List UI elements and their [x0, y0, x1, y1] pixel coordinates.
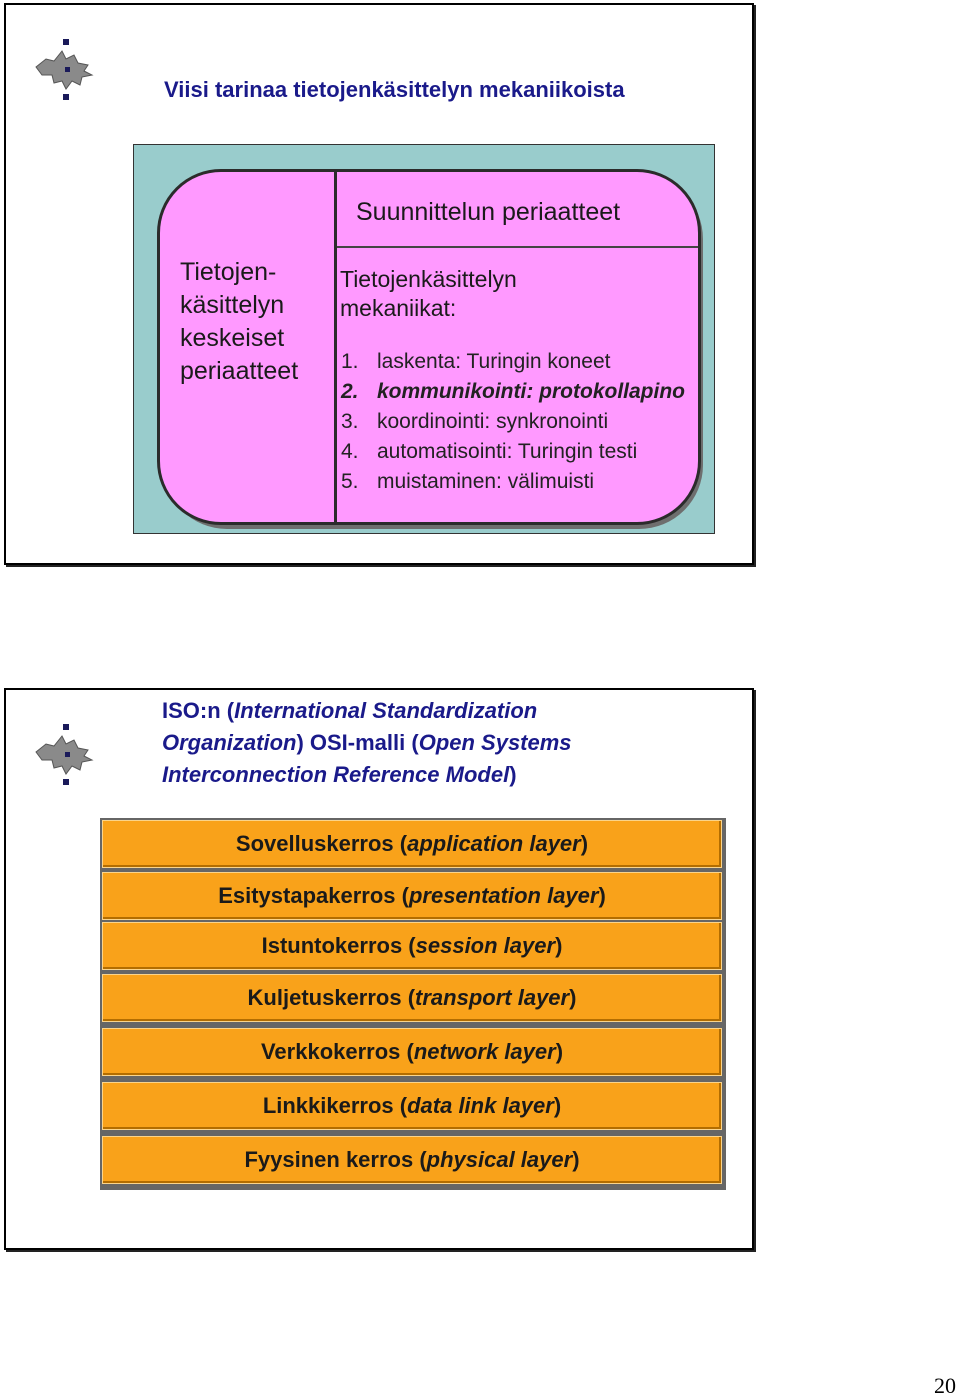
item-number: 5.: [341, 470, 359, 493]
layer-application: [102, 820, 722, 868]
paren: ): [580, 831, 589, 856]
paren: ): [572, 1147, 580, 1172]
title-part: ): [509, 762, 517, 787]
layer-name: Istuntokerros (: [261, 933, 416, 958]
design-principles-heading: Suunnittelun periaatteet: [356, 198, 621, 226]
layer-presentation: [102, 872, 722, 920]
layer-name: Fyysinen kerros (: [244, 1147, 427, 1172]
teal-panel: [133, 144, 715, 534]
slide-mechanics: [4, 3, 754, 565]
layer-network: [102, 1028, 722, 1076]
title-part: ) OSI-malli (: [296, 730, 419, 755]
mechanics-item: [341, 437, 685, 467]
item-number: 4.: [341, 440, 359, 463]
layer-name: Sovelluskerros (: [235, 831, 408, 856]
paren: ): [553, 1093, 562, 1118]
item-text: kommunikointi: protokollapino: [377, 380, 685, 403]
horizontal-divider: [337, 246, 698, 248]
layer-english-name: session layer: [415, 933, 556, 958]
layer-english-name: application layer: [407, 831, 581, 856]
principles-box: [157, 169, 701, 525]
title-part-italic: Open Systems Interconnection Reference Model: [162, 730, 572, 787]
layer-physical: [102, 1136, 722, 1184]
item-number: 2.: [341, 380, 359, 403]
layer-english-name: network layer: [413, 1039, 556, 1064]
osi-layer-stack: [100, 818, 726, 1190]
mechanics-heading-line: mekaniikat:: [340, 295, 457, 321]
layer-name: Linkkikerros (: [262, 1093, 408, 1118]
item-text: muistaminen: välimuisti: [377, 470, 595, 493]
paren: ): [555, 1039, 564, 1064]
layer-name: Esitystapakerros (: [218, 883, 409, 908]
item-number: 1.: [341, 350, 359, 373]
title-part-italic: International Standardization Organization: [162, 698, 538, 755]
layer-session: [102, 922, 722, 970]
item-text: automatisointi: Turingin testi: [377, 440, 638, 463]
label-line: käsittelyn: [180, 291, 285, 319]
slide-osi-model: [4, 688, 754, 1250]
item-number: 3.: [341, 410, 359, 433]
label-line: Tietojen-: [180, 258, 277, 286]
layer-name: Kuljetuskerros (: [247, 985, 416, 1010]
layer-transport: [102, 974, 722, 1022]
paren: ): [555, 933, 563, 958]
paren: ): [598, 883, 606, 908]
layer-name: Verkkokerros (: [260, 1039, 414, 1064]
mechanics-item-highlighted: [341, 377, 685, 407]
layer-english-name: transport layer: [415, 985, 570, 1010]
slide-title: Viisi tarinaa tietojenkäsittelyn mekaniikoista: [164, 77, 625, 102]
mechanics-heading: [340, 265, 640, 323]
vertical-divider: [334, 172, 337, 522]
mechanics-item: [341, 407, 685, 437]
layer-english-name: data link layer: [407, 1093, 554, 1118]
university-logo-icon: [32, 722, 98, 788]
mechanics-item: [341, 467, 685, 497]
label-line: keskeiset: [180, 324, 285, 352]
slide-title: [162, 695, 682, 791]
item-text: koordinointi: synkronointi: [377, 410, 609, 433]
paren: ): [569, 985, 577, 1010]
title-part: ISO:n (: [162, 698, 235, 723]
core-principles-label: [180, 256, 330, 388]
mechanics-item: [341, 347, 685, 377]
layer-data-link: [102, 1082, 722, 1130]
layer-english-name: physical layer: [426, 1147, 573, 1172]
mechanics-list: [341, 347, 685, 497]
layer-english-name: presentation layer: [408, 883, 599, 908]
mechanics-heading-line: Tietojenkäsittelyn: [340, 266, 517, 292]
label-line: periaatteet: [180, 357, 299, 385]
university-logo-icon: [32, 37, 98, 103]
page-number: 20: [934, 1373, 956, 1398]
item-text: laskenta: Turingin koneet: [377, 350, 611, 373]
